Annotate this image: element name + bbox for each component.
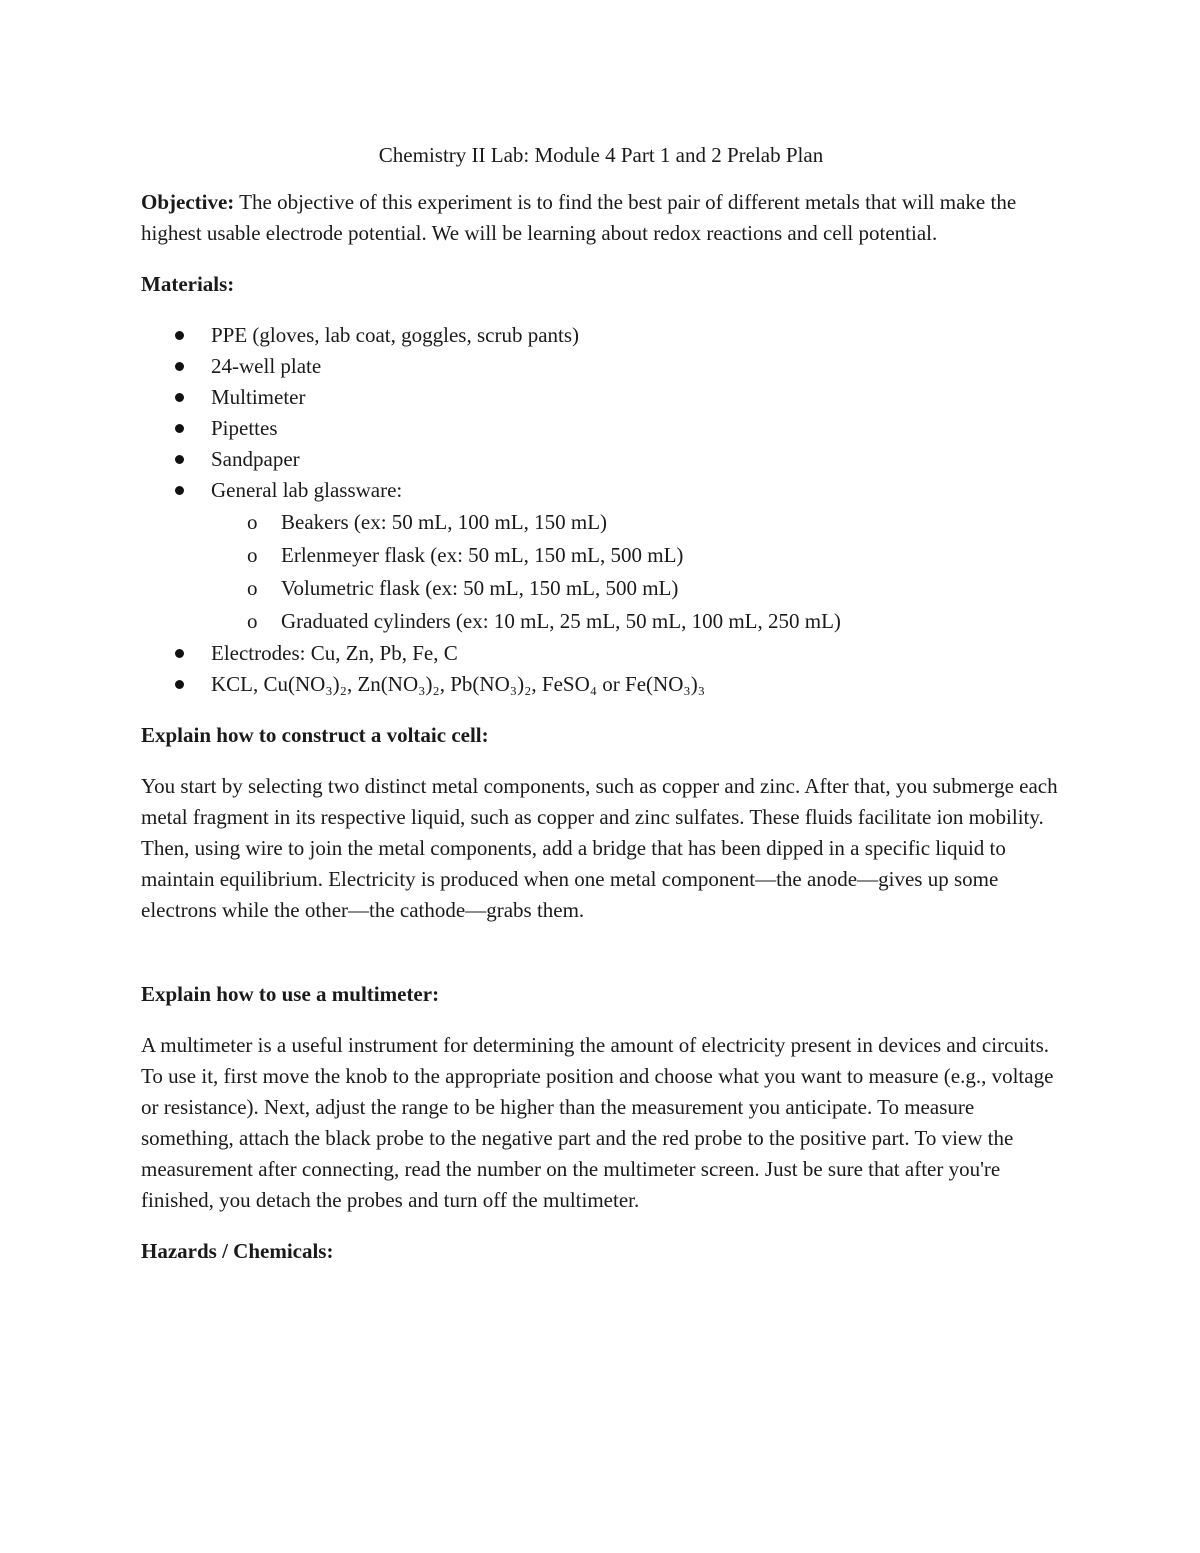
- list-item-electrodes: Electrodes: Cu, Zn, Pb, Fe, C: [141, 638, 1061, 669]
- sub-list-item-text: Beakers (ex: 50 mL, 100 mL, 150 mL): [281, 510, 608, 534]
- list-item: Pipettes: [141, 413, 1061, 444]
- list-item: Multimeter: [141, 382, 1061, 413]
- spacer: [141, 946, 1061, 979]
- circle-bullet-icon: o: [247, 510, 258, 534]
- sub-list-item: [211, 539, 1061, 572]
- sub-list-item-text: Erlenmeyer flask (ex: 50 mL, 150 mL, 500 mL): [281, 543, 684, 567]
- document-page: [141, 140, 1061, 1287]
- glassware-list: [211, 506, 1061, 638]
- voltaic-heading: Explain how to construct a voltaic cell:: [141, 723, 489, 747]
- materials-list: [141, 320, 1061, 700]
- sub-list-item: [211, 605, 1061, 638]
- sub-list-item-text: Volumetric flask (ex: 50 mL, 150 mL, 500 mL): [281, 576, 679, 600]
- sub-list-item: [211, 572, 1061, 605]
- glassware-label: General lab glassware:: [211, 478, 403, 502]
- hazards-heading: Hazards / Chemicals:: [141, 1239, 334, 1263]
- circle-bullet-icon: o: [247, 543, 258, 567]
- list-item: 24-well plate: [141, 351, 1061, 382]
- materials-heading: Materials:: [141, 272, 235, 296]
- objective-label: Objective:: [141, 190, 235, 214]
- circle-bullet-icon: o: [247, 609, 258, 633]
- sub-list-item: [211, 506, 1061, 539]
- multimeter-heading: Explain how to use a multimeter:: [141, 982, 440, 1006]
- objective-paragraph: [141, 187, 1061, 249]
- list-item-solutions: KCL, Cu(NO₃)₂, Zn(NO₃)₂, Pb(NO₃)₂, FeSO₄ or Fe(NO₃)₃: [141, 669, 1061, 700]
- objective-text: The objective of this experiment is to find the best pair of different metals that will make the highest usable electrode potential. We will be learning about redox reactions and cell potential.: [141, 190, 1017, 245]
- circle-bullet-icon: o: [247, 576, 258, 600]
- list-item-glassware: [141, 475, 1061, 638]
- document-title: Chemistry II Lab: Module 4 Part 1 and 2 Prelab Plan: [378, 143, 824, 167]
- list-item: Sandpaper: [141, 444, 1061, 475]
- sub-list-item-text: Graduated cylinders (ex: 10 mL, 25 mL, 50 mL, 100 mL, 250 mL): [281, 609, 841, 633]
- voltaic-paragraph: You start by selecting two distinct metal components, such as copper and zinc. After that, you submerge each metal fragment in its respective liquid, such as copper and zinc sulfates. These fluids facilitate ion mobility. Then, using wire to join the metal components, add a bridge that has been dipped in a specific liquid to maintain equilibrium. Electricity is produced when one metal component—the anode—gives up some electrons while the other—the cathode—grabs them.: [141, 774, 1058, 922]
- multimeter-paragraph: A multimeter is a useful instrument for determining the amount of electricity present in devices and circuits. To use it, first move the knob to the appropriate position and choose what you want to measure (e.g., voltage or resistance). Next, adjust the range to be higher than the measurement you anticipate. To measure something, attach the black probe to the negative part and the red probe to the positive part. To view the measurement after connecting, read the number on the multimeter screen. Just be sure that after you're finished, you detach the probes and turn off the multimeter.: [141, 1033, 1054, 1212]
- list-item: PPE (gloves, lab coat, goggles, scrub pants): [141, 320, 1061, 351]
